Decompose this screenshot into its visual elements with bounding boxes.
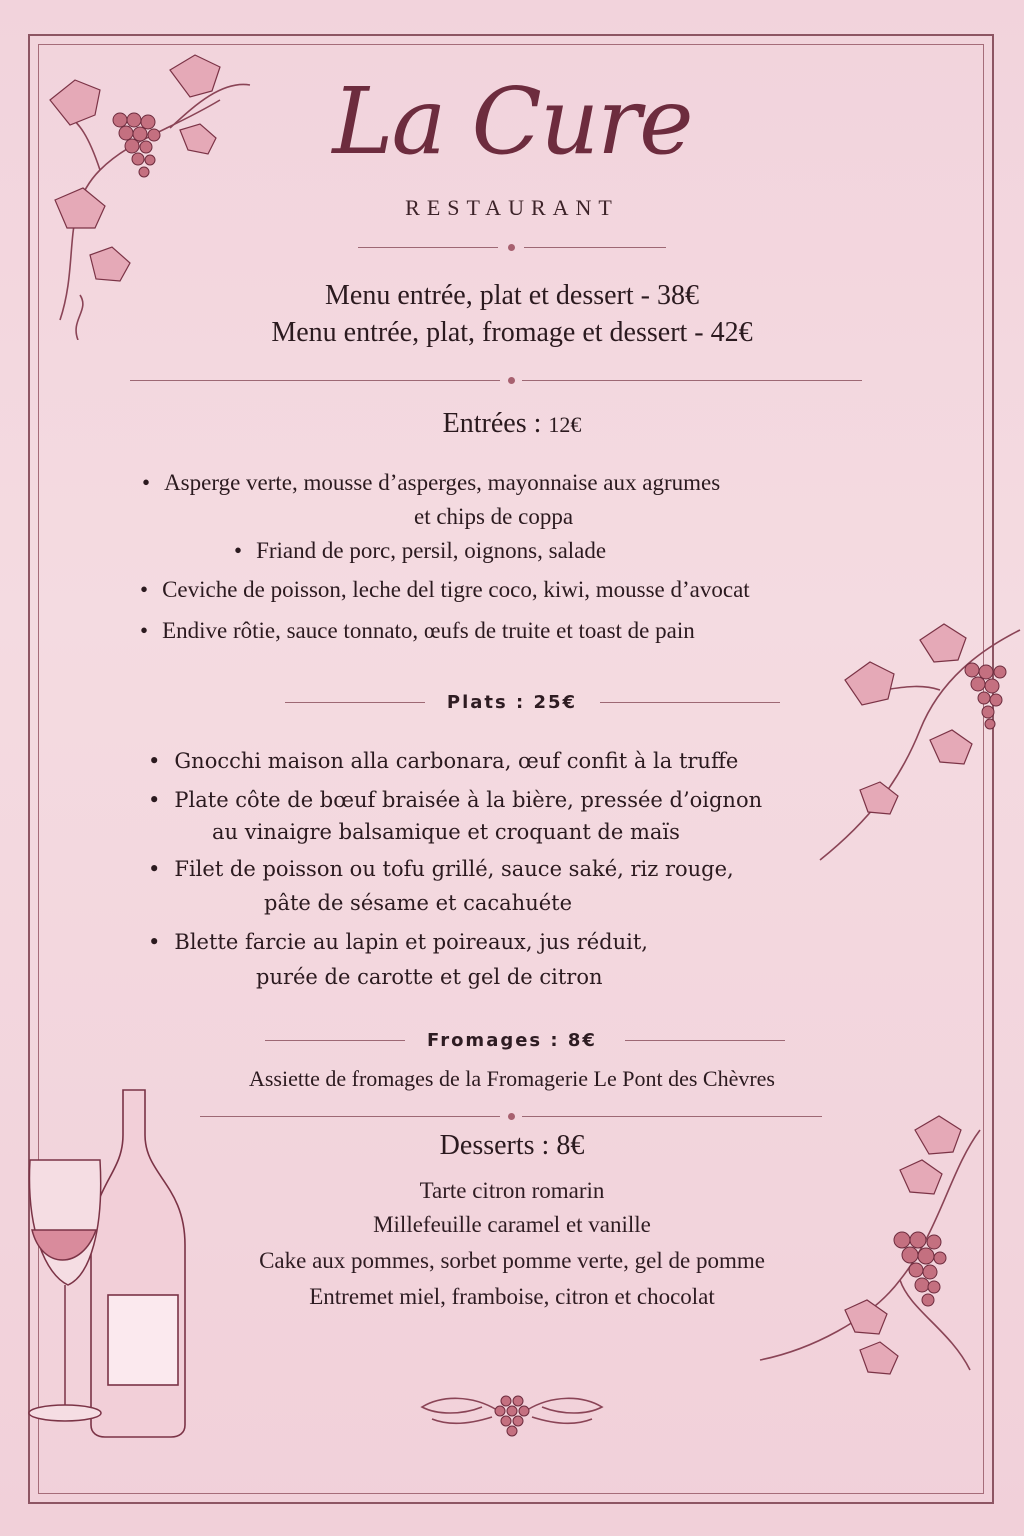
entree-item-3: • Ceviche de poisson, leche del tigre coco, kiwi, mousse d’avocat xyxy=(140,577,750,603)
dessert-item-1: Tarte citron romarin xyxy=(419,1178,605,1203)
dessert-item-2: Millefeuille caramel et vanille xyxy=(373,1212,651,1237)
divider-dot xyxy=(508,244,515,251)
dessert-item-3: Cake aux pommes, sorbet pomme verte, gel de pomme xyxy=(259,1248,765,1273)
plat-item-3-cont: pâte de sésame et cacahuéte xyxy=(264,891,573,915)
section-fromages-title: Fromages : 8€ xyxy=(427,1030,597,1051)
plat-item-2: • Plate côte de bœuf braisée à la bière, pressée d’oignon xyxy=(148,788,762,812)
grape-vine-icon xyxy=(800,600,1024,870)
divider xyxy=(625,1040,785,1041)
section-desserts-title: Desserts : 8€ xyxy=(439,1130,585,1161)
divider-dot xyxy=(508,377,515,384)
dessert-item-4: Entremet miel, framboise, citron et chocolat xyxy=(309,1284,715,1309)
divider xyxy=(524,247,666,248)
grape-ornament-icon xyxy=(412,1385,612,1445)
restaurant-name: La Cure xyxy=(332,68,692,175)
entree-item-2: • Friand de porc, persil, oignons, salade xyxy=(234,538,606,564)
plat-item-4: • Blette farcie au lapin et poireaux, jus réduit, xyxy=(148,930,648,954)
restaurant-subtitle: RESTAURANT xyxy=(405,195,619,220)
plat-item-1: • Gnocchi maison alla carbonara, œuf confit à la truffe xyxy=(148,749,738,773)
plat-item-3: • Filet de poisson ou tofu grillé, sauce saké, riz rouge, xyxy=(148,857,734,881)
formula-38: Menu entrée, plat et dessert - 38€ xyxy=(325,280,699,311)
entree-item-4: • Endive rôtie, sauce tonnato, œufs de truite et toast de pain xyxy=(140,618,695,644)
entrees-label: Entrées : xyxy=(442,408,542,439)
fromage-item: Assiette de fromages de la Fromagerie Le Pont des Chèvres xyxy=(248,1066,775,1091)
divider xyxy=(600,702,780,703)
entree-item-1: • Asperge verte, mousse d’asperges, mayonnaise aux agrumes xyxy=(142,470,720,496)
divider xyxy=(200,1116,500,1117)
divider xyxy=(522,380,862,381)
divider xyxy=(130,380,500,381)
entrees-price: 12€ xyxy=(548,412,582,437)
divider xyxy=(522,1116,822,1117)
plat-item-2-cont: au vinaigre balsamique et croquant de maïs xyxy=(212,820,680,844)
entree-item-1-cont: et chips de coppa xyxy=(414,504,574,529)
divider-dot xyxy=(508,1113,515,1120)
formula-42: Menu entrée, plat, fromage et dessert - 42€ xyxy=(271,317,753,348)
section-entrees-title xyxy=(0,408,1024,440)
plat-item-4-cont: purée de carotte et gel de citron xyxy=(256,965,603,989)
section-plats-title: Plats : 25€ xyxy=(446,692,578,713)
divider xyxy=(358,247,498,248)
